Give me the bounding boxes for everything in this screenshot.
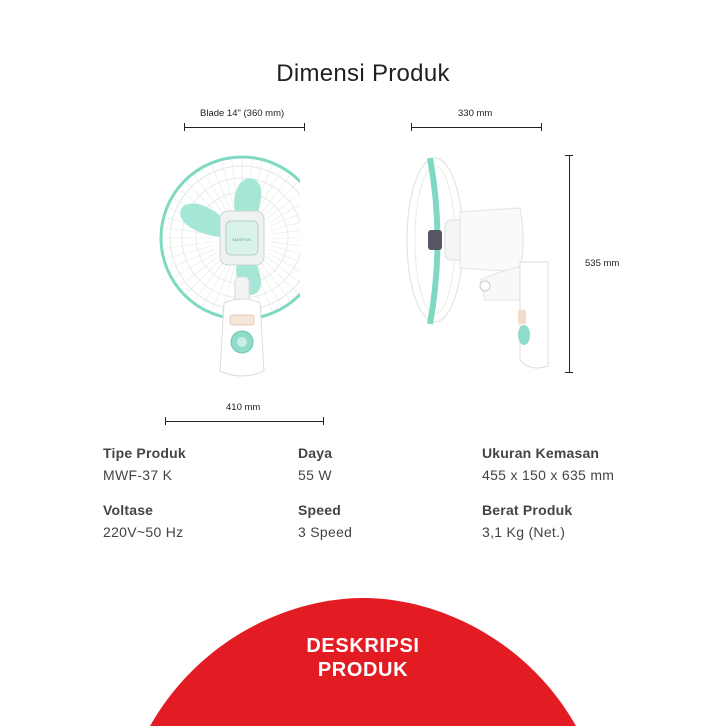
- blade-dimension-label: Blade 14" (360 mm): [200, 108, 285, 119]
- spec-label: Daya: [298, 445, 333, 461]
- tick: [565, 155, 573, 156]
- spec-value: 3 Speed: [298, 524, 353, 540]
- brand-logo-text: MASPION: [232, 237, 252, 242]
- height-dimension-line: [569, 155, 570, 372]
- spec-voltase: [103, 502, 183, 540]
- deskripsi-banner-text: [0, 634, 726, 682]
- page-title: Dimensi Produk: [276, 60, 450, 87]
- tick: [411, 123, 412, 131]
- tick: [304, 123, 305, 131]
- banner-line-2: PRODUK: [317, 659, 409, 681]
- spec-label: Voltase: [103, 502, 154, 518]
- width-dimension-label: 410 mm: [226, 402, 261, 413]
- tick: [184, 123, 185, 131]
- tick: [565, 372, 573, 373]
- spec-ukuran-kemasan: [482, 445, 614, 483]
- spec-label: Ukuran Kemasan: [482, 445, 600, 461]
- fan-front-view-image: [150, 145, 300, 385]
- spec-tipe-produk: [103, 445, 186, 483]
- depth-dimension-label: 330 mm: [458, 108, 493, 119]
- tick: [541, 123, 542, 131]
- blade-dimension-line: [184, 127, 305, 128]
- banner-line-1: DESKRIPSI: [306, 635, 420, 657]
- spec-berat-produk: [482, 502, 572, 540]
- fan-side-view-image: [390, 150, 555, 375]
- tick: [165, 417, 166, 425]
- spec-value: 220V~50 Hz: [103, 524, 184, 540]
- width-dimension-line: [165, 421, 324, 422]
- spec-value: 455 x 150 x 635 mm: [482, 467, 615, 483]
- spec-daya: [298, 445, 332, 483]
- spec-label: Berat Produk: [482, 502, 573, 518]
- spec-speed: [298, 502, 352, 540]
- spec-value: 55 W: [298, 467, 332, 483]
- height-dimension-label: 535 mm: [585, 258, 620, 269]
- spec-value: MWF-37 K: [103, 467, 173, 483]
- depth-dimension-line: [411, 127, 542, 128]
- spec-label: Speed: [298, 502, 342, 518]
- spec-value: 3,1 Kg (Net.): [482, 524, 566, 540]
- spec-label: Tipe Produk: [103, 445, 186, 461]
- tick: [323, 417, 324, 425]
